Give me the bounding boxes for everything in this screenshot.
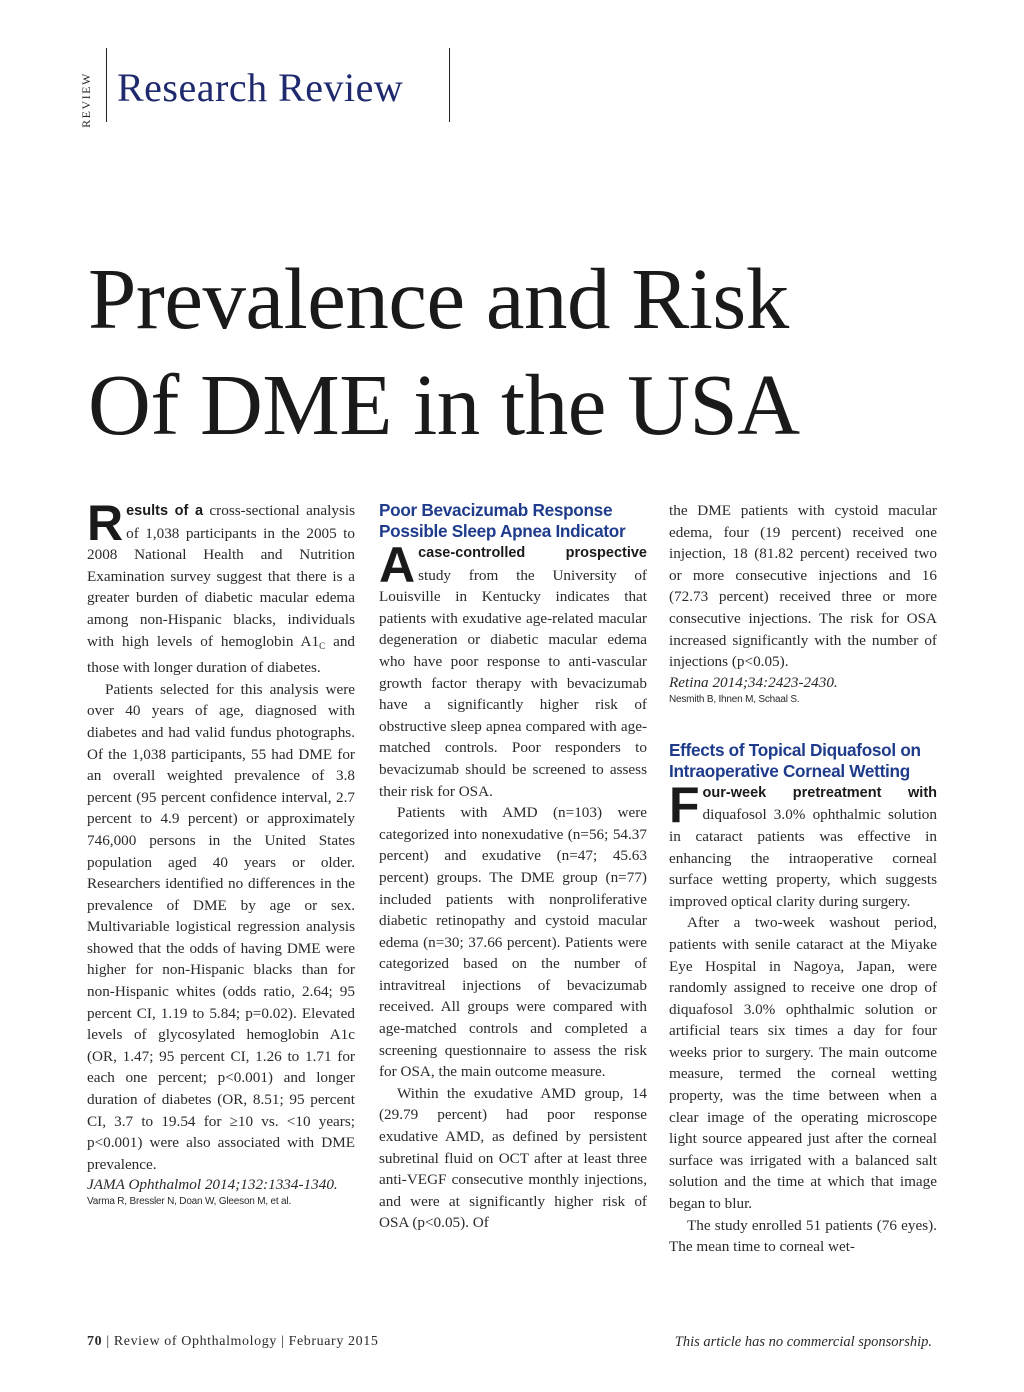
title-line-2: Of DME in the USA	[88, 356, 800, 453]
article1-citation: JAMA Ophthalmol 2014;132:1334-1340.	[87, 1176, 338, 1194]
leadin: our-week pretreatment with	[702, 784, 937, 801]
article3-title: Effects of Topical Diquafosol on Intraoperative Corneal Wetting	[669, 739, 921, 781]
article3-paragraph-3: The study enrolled 51 patients (76 eyes). The mean time to corneal wet-	[669, 1216, 937, 1256]
leadin: esults of a	[126, 503, 204, 519]
column-3	[669, 500, 937, 1258]
issue-date: February 2015	[288, 1334, 379, 1349]
header-divider-right	[449, 48, 450, 122]
article3-paragraph-2: After a two-week washout period, patients with senile cataract at the Miyake Eye Hospital in Nagoya, Japan, were randomly assigned to receive one drop of diquafosol 3.0% ophthalmic solution or artificial tears six times a day for four weeks prior to surgery. The main outcome measure, termed the corneal wetting property, was the time between when a clear image of the operating microscope light source appeared just after the corneal surface was irrigated with a balanced salt solution and the time at which that image began to blur.	[669, 914, 937, 1213]
dropcap: A	[379, 537, 416, 593]
article3-paragraph-1: Four-week pretreatment with diquafosol 3.0% ophthalmic solution in cataract patients was effective in enhancing the intraoperative corneal surface wetting property, which suggests improved optical clarity during surgery.	[669, 776, 937, 910]
column-2	[379, 500, 647, 1234]
article2-paragraph-2: Patients with AMD (n=103) were categorized into nonexudative (n=56; 54.37 percent) and exudative (n=47; 45.63 percent) groups. The DME group (n=77) included patients with nonproliferative diabetic retinopathy and cystoid macular edema (n=30; 37.66 percent). Patients were categorized based on the number of intravitreal injections of bevacizumab received. All groups were compared with age-matched controls and completed a screening questionnaire to assess the risk for OSA, the main outcome measure.	[379, 804, 647, 1081]
article1-paragraph-2: Patients selected for this analysis were over 40 years of age, diagnosed with diabetes and had valid fundus photographs. Of the 1,038 participants, 55 had DME for an overall weighted prevalence of 3.8 percent (95 percent confidence interval, 2.7 percent to 4.9 percent) or approximately 746,000 persons in the United States population aged 40 years or older. Researchers identified no differences in the prevalence of DME by age or sex. Multivariable logistical regression analysis showed that the odds of having DME were higher for non-Hispanic blacks than for non-Hispanic whites (odds ratio, 2.64; 95 percent CI, 1.19 to 5.84; p=0.02). Elevated levels of glycosylated hemoglobin A1c (OR, 1.47; 95 percent CI, 1.26 to 1.71 for each one percent; p<0.001) and longer duration of diabetes (OR, 8.51; 95 percent CI, 3.7 to 19.54 for ≥10 vs. <10 years; p<0.001) were also associated with DME prevalence.	[87, 680, 355, 1173]
page-number: 70	[87, 1334, 103, 1349]
footer-divider: |	[106, 1334, 110, 1349]
article2-paragraph-3-continued: the DME patients with cystoid macular edema, four (19 percent) received one injection, 18 (81.82 percent) received two or more consecutive injections and 16 (72.73 percent) received three or more consecutive injections. The risk for OSA increased significantly with the number of injections (p<0.05).	[669, 502, 937, 671]
article2-authors: Nesmith B, Ihnen M, Schaal S.	[669, 693, 800, 705]
dropcap: R	[87, 495, 124, 551]
section-tag: REVIEW	[79, 72, 93, 128]
dropcap: F	[669, 776, 700, 833]
article2-citation: Retina 2014;34:2423-2430.	[669, 673, 838, 691]
sponsorship-note: This article has no commercial sponsorship.	[674, 1334, 932, 1350]
page-footer	[87, 1334, 378, 1350]
article1-authors: Varma R, Bressler N, Doan W, Gleeson M, et al.	[87, 1196, 292, 1208]
article1-paragraph-1: Results of a cross-sectional analysis of 1,038 participants in the 2005 to 2008 National Health and Nutrition Examination survey suggest that there is a greater burden of diabetic macular edema among non-Hispanic blacks, individuals with high levels of hemoglobin $A1_C$ and those with longer duration of diabetes.	[87, 495, 356, 677]
leadin: case-controlled prospective	[418, 545, 647, 561]
column-1	[87, 495, 356, 1208]
article2-paragraph-1: A case-controlled prospective study from the University of Louisville in Kentucky indicates that patients with exudative age-related macular degeneration or diabetic macular edema who have poor response to anti-vascular growth factor therapy with bevacizumab have a significantly higher risk of obstructive sleep apnea compared with age-matched controls. Poor responders to bevacizumab should be screened to assess their risk for OSA.	[379, 537, 647, 800]
header-divider-left	[106, 48, 107, 122]
article2-title: Poor Bevacizumab Response Possible Sleep Apnea Indicator	[379, 500, 626, 541]
section-title: Research Review	[117, 65, 404, 110]
publication-name: Review of Ophthalmology	[113, 1334, 277, 1349]
footer-divider: |	[281, 1334, 285, 1349]
page-title	[88, 246, 988, 458]
title-line-1: Prevalence and Risk	[88, 250, 789, 347]
article2-paragraph-3: Within the exudative AMD group, 14 (29.79 percent) had poor response exudative AMD, as defined by persistent subretinal fluid on OCT after at least three anti-VEGF consecutive monthly injections, and were at significantly higher risk of OSA (p<0.05). Of	[379, 1084, 647, 1232]
